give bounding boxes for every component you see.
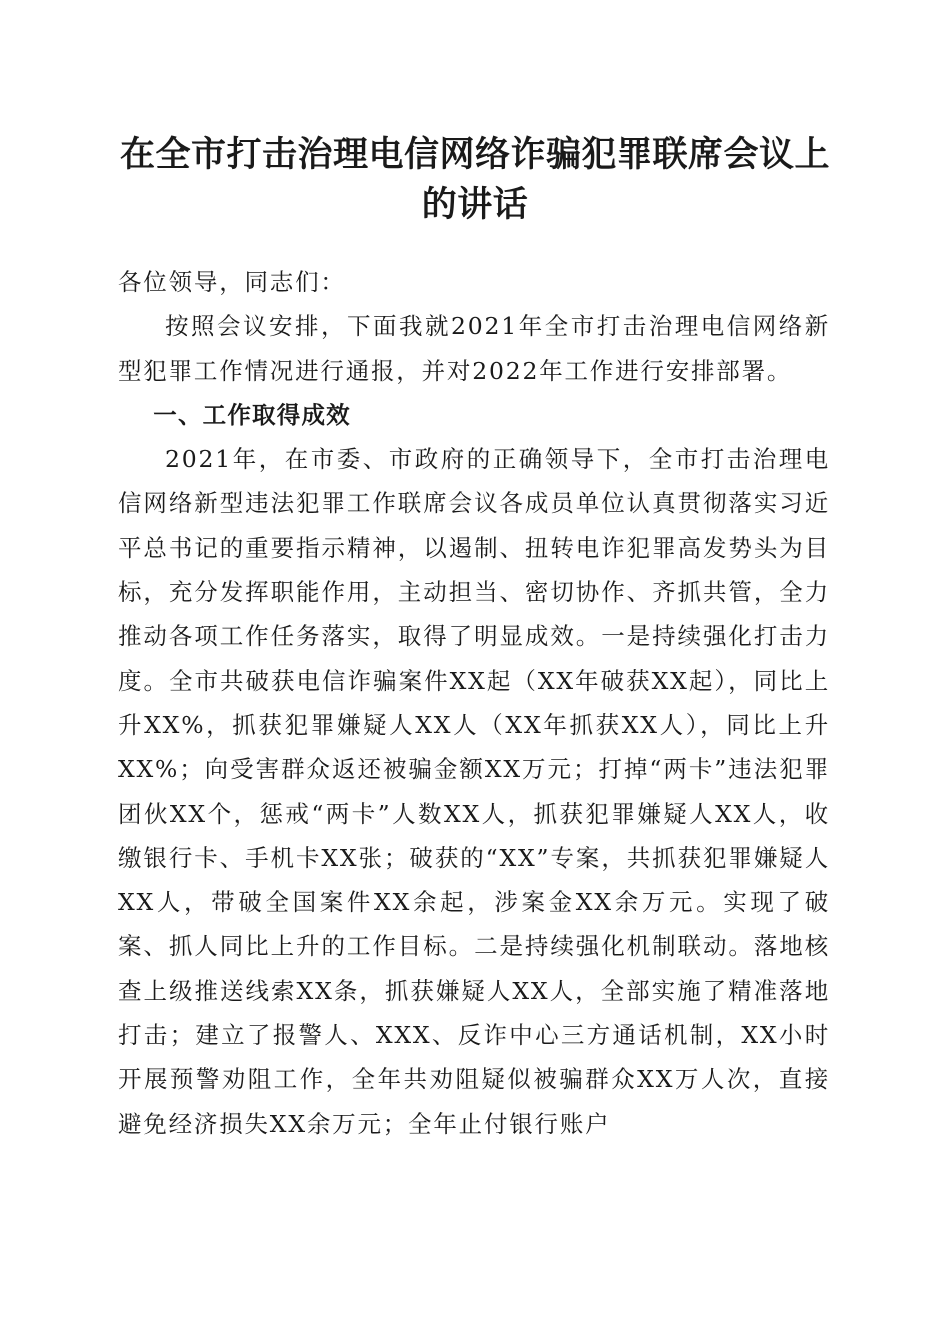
- title-line-2: 的讲话: [421, 184, 529, 225]
- intro-paragraph: 按照会议安排，下面我就2021年全市打击治理电信网络新型犯罪工作情况进行通报，并对2022年工作进行安排部署。: [118, 312, 830, 385]
- salutation: 各位领导，同志们：: [118, 268, 346, 296]
- document-title: [110, 130, 840, 230]
- document-body: [118, 260, 830, 1146]
- title-line-1: 在全市打击治理电信网络诈骗犯罪联席会议上: [119, 134, 830, 175]
- section-heading: 一、工作取得成效: [153, 400, 351, 429]
- section-paragraph: 2021年，在市委、市政府的正确领导下，全市打击治理电信网络新型违法犯罪工作联席会议各成员单位认真贯彻落实习近平总书记的重要指示精神，以遏制、扭转电诈犯罪高发势头为目标，充分发挥职能作用，主动担当、密切协作、齐抓共管，全力推动各项工作任务落实，取得了明显成效。一是持续强化打击力度。全市共破获电信诈骗案件XX起（XX年破获XX起），同比上升XX%，抓获犯罪嫌疑人XX人（XX年抓获XX人），同比上升XX%；向受害群众返还被骗金额XX万元；打掉“两卡”违法犯罪团伙XX个，惩戒“两卡”人数XX人，抓获犯罪嫌疑人XX人，收缴银行卡、手机卡XX张；破获的“XX”专案，共抓获犯罪嫌疑人XX人，带破全国案件XX余起，涉案金XX余万元。实现了破案、抓人同比上升的工作目标。二是持续强化机制联动。落地核查上级推送线索XX条，抓获嫌疑人XX人，全部实施了精准落地打击；建立了报警人、XXX、反诈中心三方通话机制，XX小时开展预警劝阻工作，全年共劝阻疑似被骗群众XX万人次，直接避免经济损失XX余万元；全年止付银行账户: [118, 445, 830, 1138]
